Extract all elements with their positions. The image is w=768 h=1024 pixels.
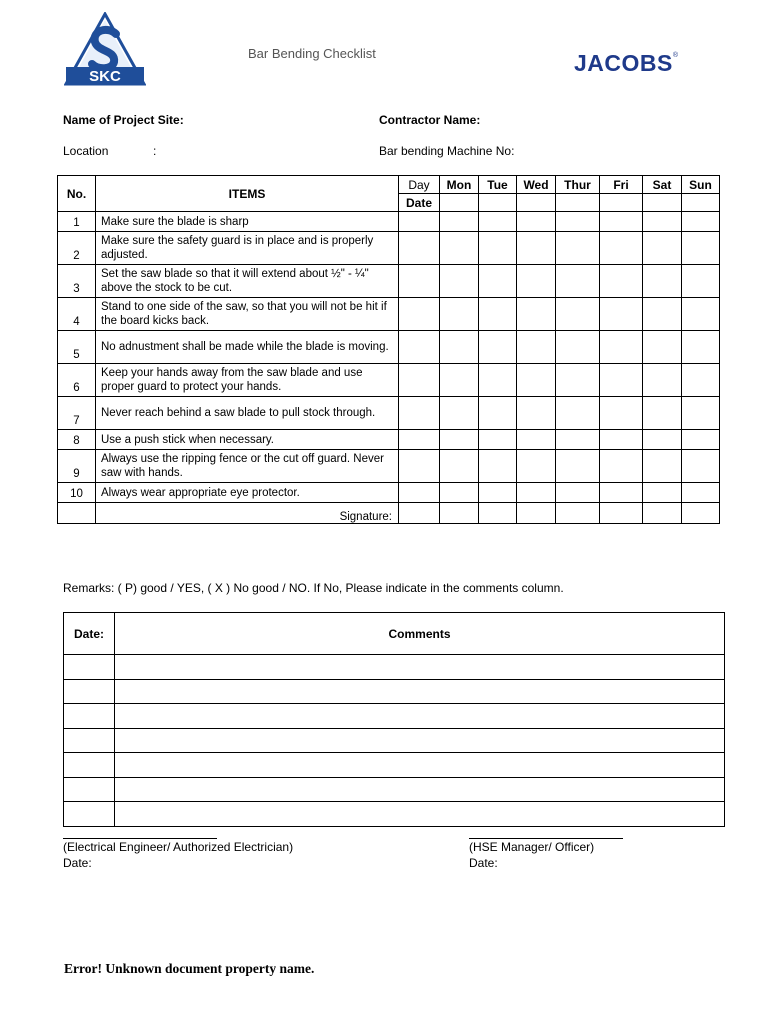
check-cell[interactable] — [556, 364, 600, 397]
jacobs-logo — [574, 50, 714, 80]
item-number: 7 — [58, 397, 96, 430]
check-cell[interactable] — [440, 298, 479, 331]
checklist-row — [58, 397, 720, 430]
check-cell[interactable] — [479, 298, 517, 331]
check-cell[interactable] — [399, 331, 440, 364]
check-cell[interactable] — [440, 483, 479, 503]
check-cell[interactable] — [643, 265, 682, 298]
right-signoff-date: Date: — [469, 856, 498, 870]
item-text: Keep your hands away from the saw blade and use proper guard to protect your hands. — [96, 364, 399, 397]
date-cell[interactable] — [556, 194, 600, 212]
check-cell[interactable] — [479, 364, 517, 397]
col-items-header: ITEMS — [96, 176, 399, 212]
check-cell[interactable] — [600, 364, 643, 397]
check-cell[interactable] — [440, 265, 479, 298]
comment-text-cell[interactable] — [115, 777, 725, 802]
check-cell[interactable] — [682, 232, 720, 265]
check-cell[interactable] — [517, 232, 556, 265]
check-cell[interactable] — [643, 430, 682, 450]
comment-text-cell[interactable] — [115, 728, 725, 753]
checklist-row — [58, 364, 720, 397]
check-cell[interactable] — [600, 212, 643, 232]
signature-cell[interactable] — [682, 503, 720, 524]
check-cell[interactable] — [682, 430, 720, 450]
check-cell[interactable] — [399, 483, 440, 503]
check-cell[interactable] — [556, 430, 600, 450]
location-label: Location — [63, 144, 109, 158]
check-cell[interactable] — [643, 397, 682, 430]
checklist-row — [58, 298, 720, 331]
item-number: 6 — [58, 364, 96, 397]
day-header: Wed — [517, 176, 556, 194]
skc-logo — [64, 12, 146, 86]
check-cell[interactable] — [556, 298, 600, 331]
check-cell[interactable] — [682, 483, 720, 503]
check-cell[interactable] — [440, 430, 479, 450]
signature-cell[interactable] — [399, 503, 440, 524]
item-text: Stand to one side of the saw, so that you will not be hit if the board kicks back. — [96, 298, 399, 331]
checklist-row — [58, 331, 720, 364]
contractor-label: Contractor Name: — [379, 113, 481, 127]
comment-text-cell[interactable] — [115, 655, 725, 680]
check-cell[interactable] — [399, 397, 440, 430]
day-header: Sat — [643, 176, 682, 194]
comment-date-cell[interactable] — [64, 655, 115, 680]
check-cell[interactable] — [479, 212, 517, 232]
check-cell[interactable] — [479, 331, 517, 364]
check-cell[interactable] — [440, 212, 479, 232]
comment-date-cell[interactable] — [64, 679, 115, 704]
check-cell[interactable] — [643, 232, 682, 265]
item-number: 4 — [58, 298, 96, 331]
check-cell[interactable] — [479, 450, 517, 483]
check-cell[interactable] — [600, 430, 643, 450]
check-cell[interactable] — [643, 298, 682, 331]
signature-cell[interactable] — [643, 503, 682, 524]
registered-mark: ® — [672, 52, 679, 59]
checklist-row — [58, 232, 720, 265]
check-cell[interactable] — [682, 450, 720, 483]
check-cell[interactable] — [517, 430, 556, 450]
item-text: Never reach behind a saw blade to pull stock through. — [96, 397, 399, 430]
signature-cell[interactable] — [600, 503, 643, 524]
check-cell[interactable] — [556, 397, 600, 430]
check-cell[interactable] — [682, 298, 720, 331]
comment-date-cell[interactable] — [64, 753, 115, 778]
right-signoff-role: (HSE Manager/ Officer) — [469, 840, 595, 854]
check-cell[interactable] — [399, 232, 440, 265]
check-cell[interactable] — [643, 331, 682, 364]
check-cell[interactable] — [517, 298, 556, 331]
check-cell[interactable] — [399, 298, 440, 331]
check-cell[interactable] — [682, 397, 720, 430]
comments-row — [64, 704, 725, 729]
check-cell[interactable] — [600, 397, 643, 430]
item-number: 3 — [58, 265, 96, 298]
left-signoff-date: Date: — [63, 856, 92, 870]
check-cell[interactable] — [517, 450, 556, 483]
check-cell[interactable] — [479, 232, 517, 265]
day-header: Fri — [600, 176, 643, 194]
right-signature-line — [469, 838, 623, 839]
check-cell[interactable] — [600, 450, 643, 483]
col-day-header: Day — [399, 176, 440, 194]
comments-row — [64, 777, 725, 802]
date-cell[interactable] — [479, 194, 517, 212]
check-cell[interactable] — [517, 364, 556, 397]
checklist-row — [58, 212, 720, 232]
checklist-row — [58, 265, 720, 298]
check-cell[interactable] — [517, 265, 556, 298]
left-signoff-role: (Electrical Engineer/ Authorized Electrician) — [63, 840, 294, 854]
check-cell[interactable] — [517, 483, 556, 503]
checklist-row — [58, 450, 720, 483]
check-cell[interactable] — [556, 212, 600, 232]
col-no-header: No. — [58, 176, 96, 212]
day-header: Sun — [682, 176, 720, 194]
date-cell[interactable] — [600, 194, 643, 212]
check-cell[interactable] — [556, 331, 600, 364]
item-text: Always wear appropriate eye protector. — [96, 483, 399, 503]
comment-date-cell[interactable] — [64, 802, 115, 827]
comments-row — [64, 728, 725, 753]
check-cell[interactable] — [517, 331, 556, 364]
item-number: 5 — [58, 331, 96, 364]
comment-text-cell[interactable] — [115, 753, 725, 778]
item-number: 1 — [58, 212, 96, 232]
check-cell[interactable] — [643, 364, 682, 397]
check-cell[interactable] — [479, 397, 517, 430]
check-cell[interactable] — [556, 483, 600, 503]
check-cell[interactable] — [479, 430, 517, 450]
comments-table — [63, 612, 725, 827]
check-cell[interactable] — [556, 450, 600, 483]
comments-row — [64, 753, 725, 778]
signature-cell[interactable] — [479, 503, 517, 524]
item-text: Always use the ripping fence or the cut off guard. Never saw with hands. — [96, 450, 399, 483]
check-cell[interactable] — [643, 450, 682, 483]
item-number: 9 — [58, 450, 96, 483]
comment-date-cell[interactable] — [64, 704, 115, 729]
check-cell[interactable] — [682, 212, 720, 232]
checklist-table — [57, 175, 720, 524]
check-cell[interactable] — [517, 397, 556, 430]
checklist-row — [58, 430, 720, 450]
machine-no-label: Bar bending Machine No: — [379, 144, 515, 158]
comments-row — [64, 679, 725, 704]
check-cell[interactable] — [682, 331, 720, 364]
check-cell[interactable] — [479, 265, 517, 298]
date-cell[interactable] — [517, 194, 556, 212]
comment-date-cell[interactable] — [64, 777, 115, 802]
check-cell[interactable] — [399, 265, 440, 298]
signature-cell[interactable] — [440, 503, 479, 524]
col-date-header: Date — [399, 194, 440, 212]
check-cell[interactable] — [682, 265, 720, 298]
check-cell[interactable] — [682, 364, 720, 397]
item-number: 10 — [58, 483, 96, 503]
day-header: Thur — [556, 176, 600, 194]
left-signature-line — [63, 838, 217, 839]
item-number: 8 — [58, 430, 96, 450]
skc-logo-text: SKC — [89, 68, 121, 85]
check-cell[interactable] — [556, 265, 600, 298]
item-text: Use a push stick when necessary. — [96, 430, 399, 450]
check-cell[interactable] — [399, 364, 440, 397]
check-cell[interactable] — [600, 265, 643, 298]
check-cell[interactable] — [600, 298, 643, 331]
jacobs-logo-text: JACOBS — [574, 50, 673, 76]
check-cell[interactable] — [643, 483, 682, 503]
comments-header: Comments — [115, 613, 725, 655]
comment-date-cell[interactable] — [64, 728, 115, 753]
check-cell[interactable] — [399, 450, 440, 483]
remarks-text: Remarks: ( P) good / YES, ( X ) No good / NO. If No, Please indicate in the comments column. — [63, 581, 564, 595]
item-number: 2 — [58, 232, 96, 265]
check-cell[interactable] — [440, 450, 479, 483]
check-cell[interactable] — [517, 212, 556, 232]
project-site-label: Name of Project Site: — [63, 113, 184, 127]
check-cell[interactable] — [440, 331, 479, 364]
date-cell[interactable] — [682, 194, 720, 212]
comment-text-cell[interactable] — [115, 704, 725, 729]
signature-label: Signature: — [96, 503, 399, 524]
comments-row — [64, 655, 725, 680]
check-cell[interactable] — [440, 232, 479, 265]
item-text: Set the saw blade so that it will extend about ½" - ¼" above the stock to be cut. — [96, 265, 399, 298]
signature-row-blank — [58, 503, 96, 524]
checklist-row — [58, 483, 720, 503]
check-cell[interactable] — [440, 364, 479, 397]
signature-cell[interactable] — [556, 503, 600, 524]
day-header: Mon — [440, 176, 479, 194]
date-cell[interactable] — [643, 194, 682, 212]
document-title: Bar Bending Checklist — [248, 46, 376, 61]
footer-error-text: Error! Unknown document property name. — [64, 961, 315, 976]
check-cell[interactable] — [600, 232, 643, 265]
location-colon: : — [153, 144, 157, 158]
check-cell[interactable] — [643, 212, 682, 232]
check-cell[interactable] — [600, 331, 643, 364]
comments-row — [64, 802, 725, 827]
item-text: Make sure the blade is sharp — [96, 212, 399, 232]
day-header: Tue — [479, 176, 517, 194]
check-cell[interactable] — [399, 212, 440, 232]
check-cell[interactable] — [440, 397, 479, 430]
check-cell[interactable] — [556, 232, 600, 265]
comment-text-cell[interactable] — [115, 679, 725, 704]
check-cell[interactable] — [600, 483, 643, 503]
item-text: No adnustment shall be made while the blade is moving. — [96, 331, 399, 364]
comment-text-cell[interactable] — [115, 802, 725, 827]
comments-date-header: Date: — [64, 613, 115, 655]
check-cell[interactable] — [479, 483, 517, 503]
date-cell[interactable] — [440, 194, 479, 212]
item-text: Make sure the safety guard is in place and is properly adjusted. — [96, 232, 399, 265]
check-cell[interactable] — [399, 430, 440, 450]
signature-cell[interactable] — [517, 503, 556, 524]
